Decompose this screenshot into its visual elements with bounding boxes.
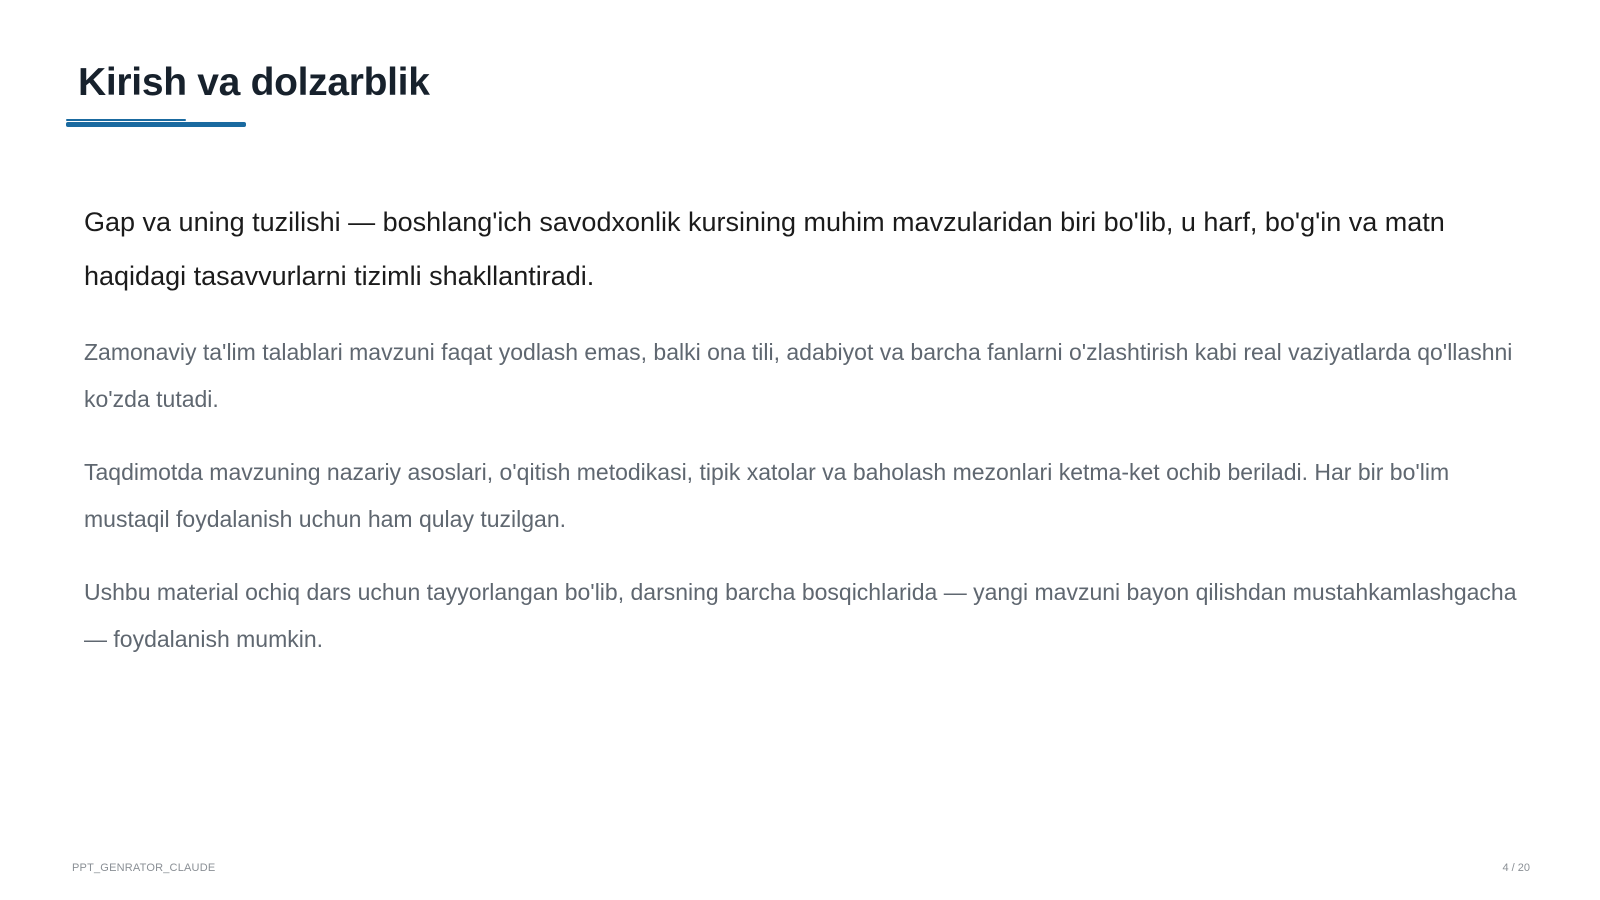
footer-brand: PPT_GENRATOR_CLAUDE <box>72 862 216 874</box>
title-underline <box>66 122 246 127</box>
body-paragraph-1: Zamonaviy ta'lim talablari mavzuni faqat yodlash emas, balki ona tili, adabiyot va barcha fanlarni o'zlashtirish kabi real vaziyatlarda qo'llashni ko'zda tutadi. <box>84 339 1513 412</box>
page-number: 4 / 20 <box>1502 862 1530 874</box>
body-paragraph-2: Taqdimotda mavzuning nazariy asoslari, o'qitish metodikasi, tipik xatolar va baholash mezonlari ketma-ket ochib beriladi. Har bir bo'lim mustaqil foydalanish uchun ham qulay tuzilgan. <box>84 459 1450 532</box>
slide-content <box>84 195 1524 689</box>
body-paragraph-3: Ushbu material ochiq dars uchun tayyorlangan bo'lib, darsning barcha bosqichlarida — yangi mavzuni bayon qilishdan mustahkamlashgacha — foydalanish mumkin. <box>84 579 1517 652</box>
slide-title: Kirish va dolzarblik <box>78 61 430 104</box>
lead-paragraph: Gap va uning tuzilishi — boshlang'ich savodxonlik kursining muhim mavzularidan biri bo'lib, u harf, bo'g'in va matn haqidagi tasavvurlarni tizimli shakllantiradi. <box>84 207 1445 291</box>
